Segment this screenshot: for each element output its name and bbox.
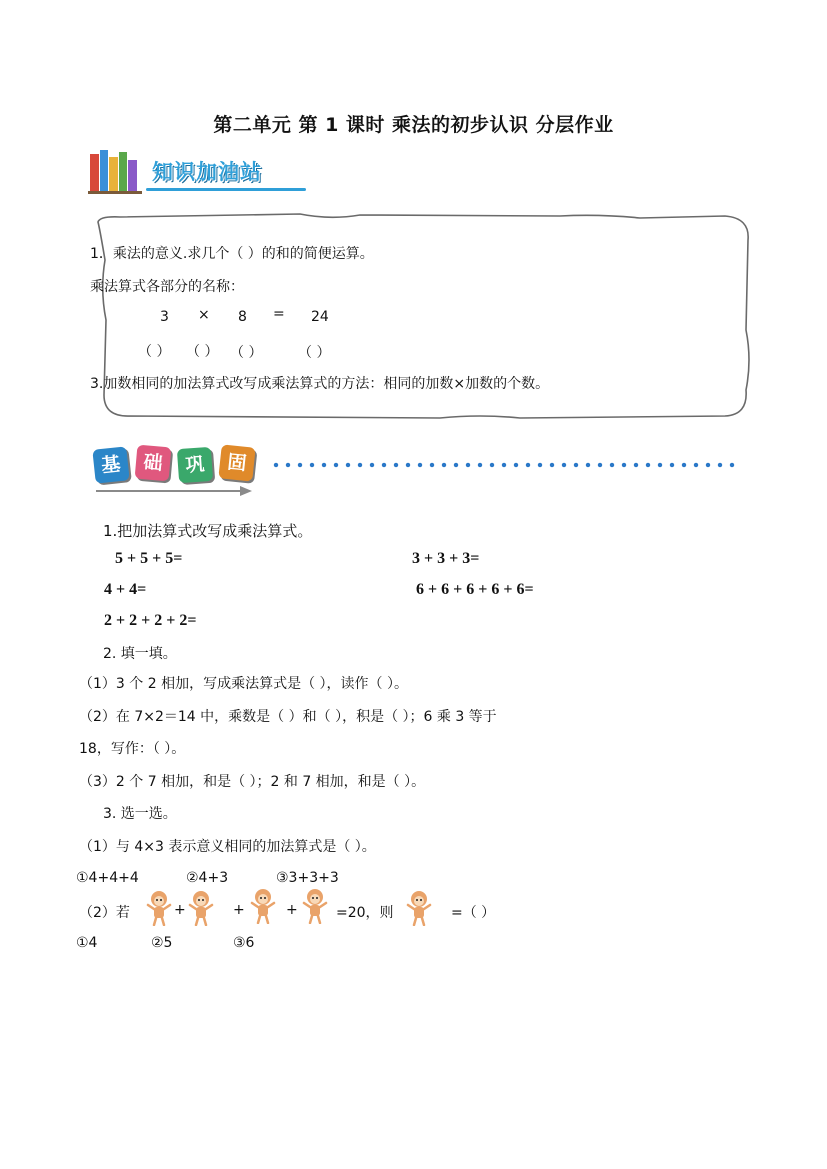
basics-banner <box>90 440 270 496</box>
blank-paren-4: （ ） <box>298 345 331 361</box>
q1-expression-2: 3 + 3 + 3= <box>412 550 480 567</box>
monkey-icon <box>188 890 214 926</box>
banner-arrow-icon <box>90 484 270 498</box>
plus-sign-3: + <box>286 902 298 918</box>
q1-expression-3: 4 + 4= <box>104 581 147 598</box>
q2-sub-2-continued: 18，写作：（ ）。 <box>79 741 186 757</box>
equation-factor-b: 8 <box>238 309 247 325</box>
q3-sub-2-option-3: ③6 <box>233 935 255 951</box>
basics-tile-1: 基 <box>92 446 129 483</box>
q3-sub-2-option-2: ②5 <box>151 935 173 951</box>
q3-title: 3. 选一选。 <box>103 806 177 822</box>
q1-expression-1: 5 + 5 + 5= <box>115 550 183 567</box>
books-icon <box>88 148 144 194</box>
monkey-icon <box>302 888 328 924</box>
monkey-icon <box>406 890 432 926</box>
q2-sub-3: （3）2 个 7 相加，和是（ ）；2 和 7 相加，和是（ ）。 <box>79 774 426 790</box>
equation-equals: = <box>273 306 285 322</box>
q2-title: 2. 填一填。 <box>103 646 177 662</box>
q3-sub-2-prefix: （2）若 <box>79 905 130 921</box>
equation-product: 24 <box>311 309 329 325</box>
basics-tile-3: 巩 <box>177 447 213 483</box>
knowledge-line-2: 乘法算式各部分的名称： <box>90 279 244 295</box>
dotted-divider <box>270 462 740 468</box>
knowledge-line-1: 1．乘法的意义.求几个（ ）的和的简便运算。 <box>90 246 374 262</box>
q3-sub-1: （1）与 4×3 表示意义相同的加法算式是（ ）。 <box>79 839 376 855</box>
banner-underline <box>146 188 306 191</box>
blank-paren-3: （ ） <box>230 345 263 361</box>
q1-expression-5: 2 + 2 + 2 + 2= <box>104 612 197 629</box>
monkey-icon <box>146 890 172 926</box>
plus-sign-2: + <box>233 902 245 918</box>
equation-factor-a: 3 <box>160 309 169 325</box>
q1-title: 1.把加法算式改写成乘法算式。 <box>103 522 313 540</box>
equation-times: × <box>198 307 210 323</box>
basics-tile-2: 础 <box>135 445 172 482</box>
page-title: 第二单元 第 1 课时 乘法的初步认识 分层作业 <box>213 114 614 136</box>
q2-sub-1: （1）3 个 2 相加，写成乘法算式是（ ），读作（ ）。 <box>79 676 408 692</box>
q3-sub-1-option-3: ③3+3+3 <box>276 870 339 886</box>
q1-expression-4: 6 + 6 + 6 + 6 + 6= <box>416 581 534 598</box>
q3-sub-1-option-2: ②4+3 <box>186 870 229 886</box>
blank-paren-2: （ ） <box>186 344 219 360</box>
knowledge-line-3: 3.加数相同的加法算式改写成乘法算式的方法：相同的加数×加数的个数。 <box>90 376 550 392</box>
blank-paren-1: （ ） <box>138 344 171 360</box>
q3-sub-1-option-1: ①4+4+4 <box>76 870 139 886</box>
q2-sub-2: （2）在 7×2＝14 中，乘数是（ ）和（ ），积是（ ）；6 乘 3 等于 <box>79 709 497 725</box>
knowledge-banner <box>88 148 318 196</box>
q3-sub-2-option-1: ①4 <box>76 935 98 951</box>
monkey-icon <box>250 888 276 924</box>
knowledge-banner-title: 知识加油站 <box>152 160 262 184</box>
basics-tile-4: 固 <box>218 444 255 481</box>
q3-sub-2-equals: =20，则 <box>336 905 394 921</box>
q3-sub-2-answer: =（ ） <box>451 905 496 921</box>
plus-sign-1: + <box>174 902 186 918</box>
